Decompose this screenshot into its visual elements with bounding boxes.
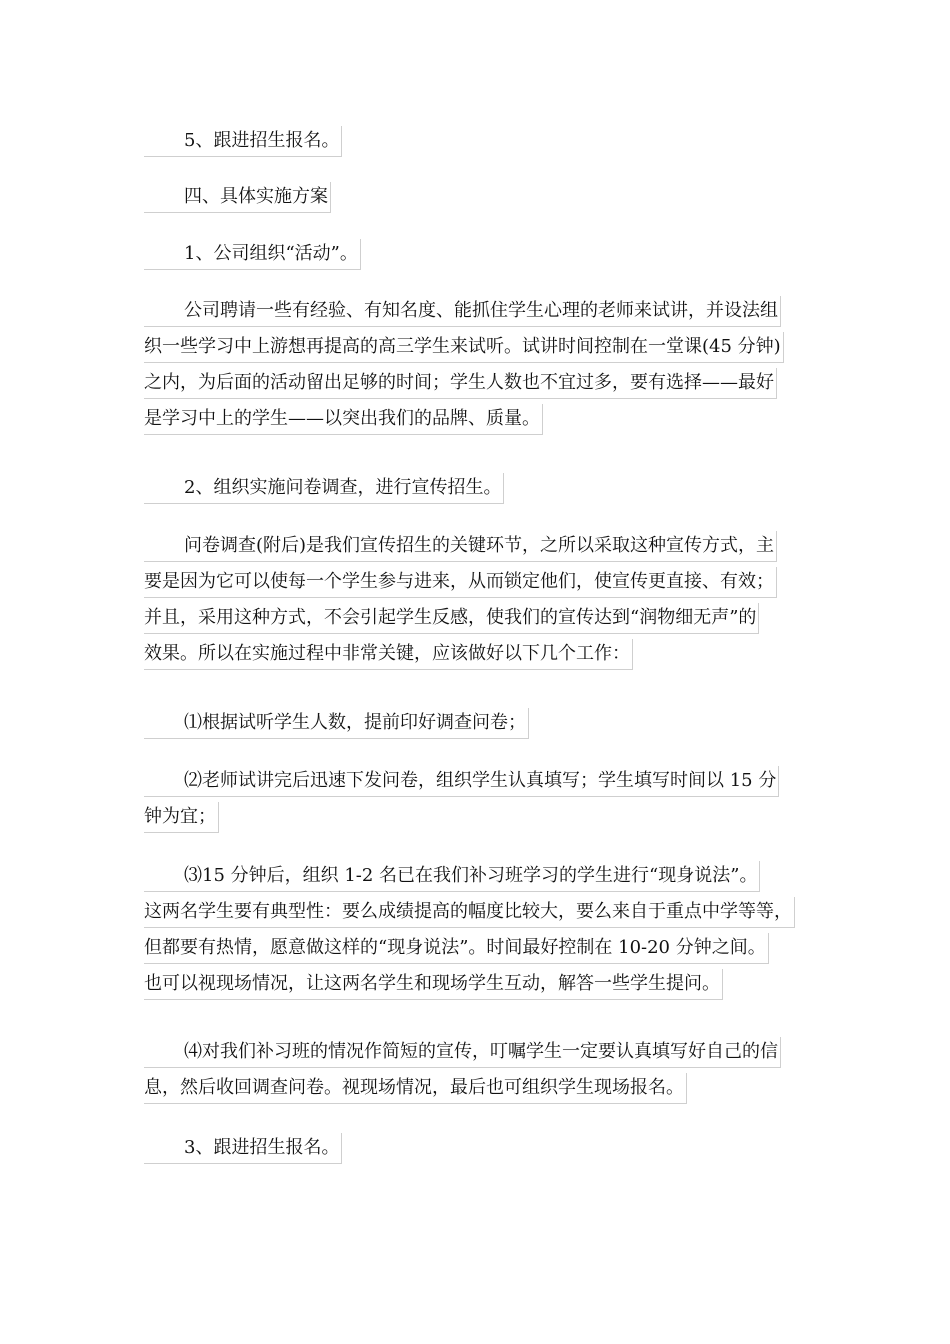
text-line: 5、跟进招生报名。	[144, 126, 342, 157]
text-line: 但都要有热情，愿意做这样的“现身说法”。时间最好控制在 10-20 分钟之间。	[144, 933, 769, 964]
text-line: 并且，采用这种方式，不会引起学生反感，使我们的宣传达到“润物细无声”的	[144, 603, 759, 634]
section-heading-implementation	[144, 180, 808, 216]
paragraph-activity	[144, 294, 808, 438]
text-line: 之内，为后面的活动留出足够的时间；学生人数也不宜过多，要有选择——最好	[144, 368, 777, 399]
text-line: 要是因为它可以使每一个学生参与进来，从而锁定他们，使宣传更直接、有效；	[144, 567, 777, 598]
text-line: 公司聘请一些有经验、有知名度、能抓住学生心理的老师来试讲，并设法组	[144, 296, 781, 327]
text-line: 2、组织实施问卷调查，进行宣传招生。	[144, 473, 504, 504]
paragraph-survey	[144, 529, 808, 673]
text-line: 四、具体实施方案	[144, 182, 331, 213]
text-line: 效果。所以在实施过程中非常关键，应该做好以下几个工作：	[144, 639, 633, 670]
list-item-3	[144, 859, 808, 1003]
list-item-2	[144, 764, 808, 836]
paragraph-follow-up-5	[144, 124, 808, 160]
text-line: 息，然后收回调查问卷。视现场情况，最后也可组织学生现场报名。	[144, 1073, 687, 1104]
subheading-activity	[144, 237, 808, 273]
text-line: 织一些学习中上游想再提高的高三学生来试听。试讲时间控制在一堂课(45 分钟)	[144, 332, 784, 363]
subheading-survey	[144, 471, 808, 507]
text-line: 3、跟进招生报名。	[144, 1133, 342, 1164]
text-line: 1、公司组织“活动”。	[144, 239, 361, 270]
text-line: 也可以视现场情况，让这两名学生和现场学生互动，解答一些学生提问。	[144, 969, 723, 1000]
text-line: 这两名学生要有典型性：要么成绩提高的幅度比较大，要么来自于重点中学等等，	[144, 897, 795, 928]
text-line: 是学习中上的学生——以突出我们的品牌、质量。	[144, 404, 543, 435]
list-item-4	[144, 1035, 808, 1107]
list-item-1	[144, 706, 808, 742]
text-line: ⑶15 分钟后，组织 1-2 名已在我们补习班学习的学生进行“现身说法”。	[144, 861, 760, 892]
text-line: ⑵老师试讲完后迅速下发问卷，组织学生认真填写；学生填写时间以 15 分	[144, 766, 779, 797]
paragraph-follow-up-3	[144, 1131, 808, 1167]
text-line: ⑷对我们补习班的情况作简短的宣传，叮嘱学生一定要认真填写好自己的信	[144, 1037, 781, 1068]
text-line: 钟为宜；	[144, 802, 219, 833]
text-line: 问卷调查(附后)是我们宣传招生的关键环节，之所以采取这种宣传方式，主	[144, 531, 777, 562]
text-line: ⑴根据试听学生人数，提前印好调查问卷；	[144, 708, 529, 739]
